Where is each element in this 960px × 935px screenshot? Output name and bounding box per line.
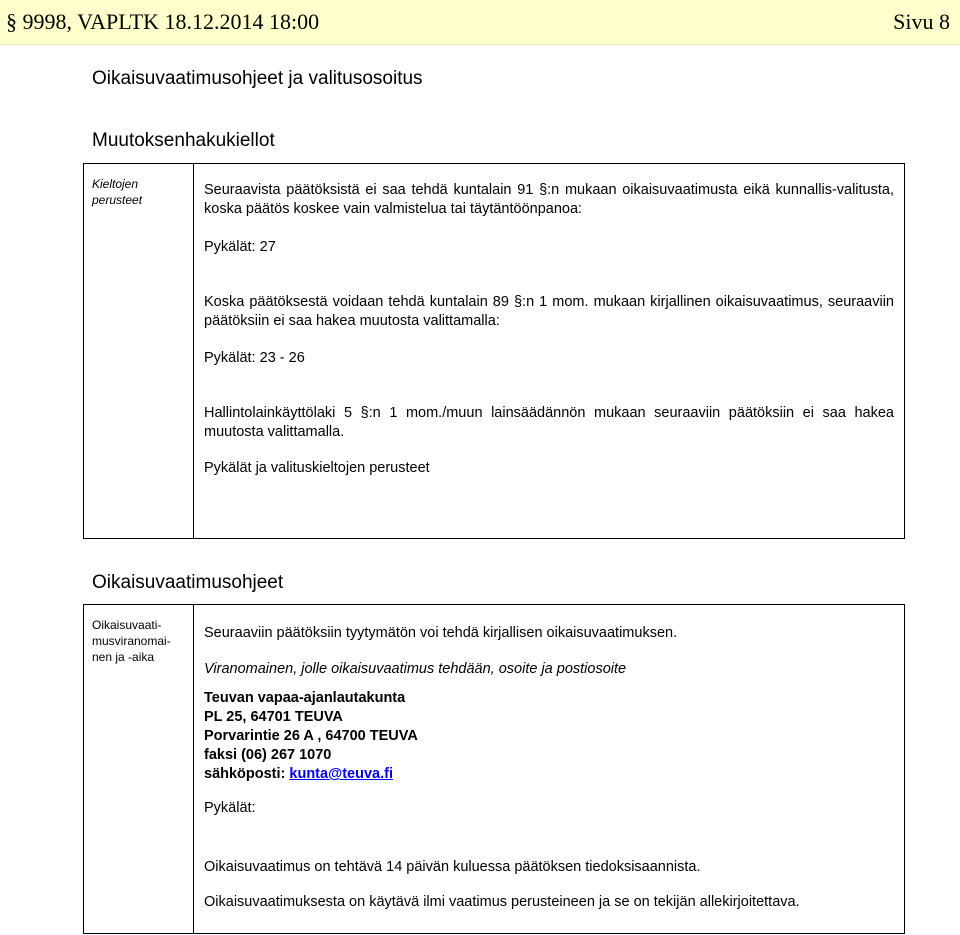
pykalat-value: 27 — [259, 239, 276, 255]
authority-street-address: Porvarintie 26 A , 64700 TEUVA — [204, 728, 418, 744]
pykalat-value: 23 - 26 — [259, 350, 305, 366]
appeal-bans-table — [83, 163, 905, 539]
section-heading-rectification: Oikaisuvaatimusohjeet — [92, 572, 284, 593]
email-link[interactable]: kunta@teuva.fi — [289, 766, 393, 782]
rectification-line-4: Oikaisuvaatimuksesta on käytävä ilmi vaatimus perusteineen ja se on tekijän allekirjoitettava. — [204, 894, 800, 910]
appeal-bans-left-label: Kieltojen perusteet — [84, 164, 194, 538]
appeal-bans-paragraph-4: Pykälät ja valituskieltojen perusteet — [204, 460, 430, 476]
rectification-pykalat-label: Pykälät: — [204, 800, 256, 816]
appeal-bans-paragraph-2: Koska päätöksestä voidaan tehdä kuntalain 89 §:n 1 mom. mukaan kirjallinen oikaisuvaatimus, seuraaviin päätöksiin ei saa hakea muutosta valittamalla: — [204, 294, 894, 329]
email-label: sähköposti: — [204, 766, 286, 782]
authority-email-line — [204, 765, 894, 784]
authority-fax: faksi (06) 267 1070 — [204, 747, 332, 763]
rectification-line-2: Viranomainen, jolle oikaisuvaatimus tehdään, osoite ja postiosoite — [204, 661, 627, 677]
pykalat-label: Pykälät: — [204, 239, 256, 255]
pykalat-label: Pykälät: — [204, 350, 256, 366]
rectification-line-3: Oikaisuvaatimus on tehtävä 14 päivän kuluessa päätöksen tiedoksisaannista. — [204, 859, 701, 875]
appeal-bans-paragraph-1: Seuraavista päätöksistä ei saa tehdä kuntalain 91 §:n mukaan oikaisuvaatimusta eikä kunnallis-valitusta, koska päätös koskee vain valmistelua tai täytäntöönpanoa: — [204, 182, 894, 217]
appeal-bans-paragraph-3: Hallintolainkäyttölaki 5 §:n 1 mom./muun lainsäädännön mukaan seuraaviin päätöksiin ei saa hakea muutosta valittamalla. — [204, 405, 894, 440]
header-page-number: Sivu 8 — [893, 9, 950, 34]
header-meeting-info: § 9998, VAPLTK 18.12.2014 18:00 — [6, 9, 320, 34]
pykalat-line-1 — [204, 238, 894, 257]
rectification-table — [83, 604, 905, 934]
page-title: Oikaisuvaatimusohjeet ja valitusosoitus — [92, 68, 423, 89]
pykalat-line-2 — [204, 349, 894, 368]
authority-name: Teuvan vapaa-ajanlautakunta — [204, 690, 406, 706]
rectification-left-label: Oikaisuvaati-musviranomai-nen ja -aika — [84, 605, 194, 933]
section-heading-appeal-bans: Muutoksenhakukiellot — [92, 130, 275, 151]
authority-po-box: PL 25, 64701 TEUVA — [204, 709, 343, 725]
page-header — [0, 0, 960, 45]
rectification-line-1: Seuraaviin päätöksiin tyytymätön voi tehdä kirjallisen oikaisuvaatimuksen. — [204, 625, 678, 641]
